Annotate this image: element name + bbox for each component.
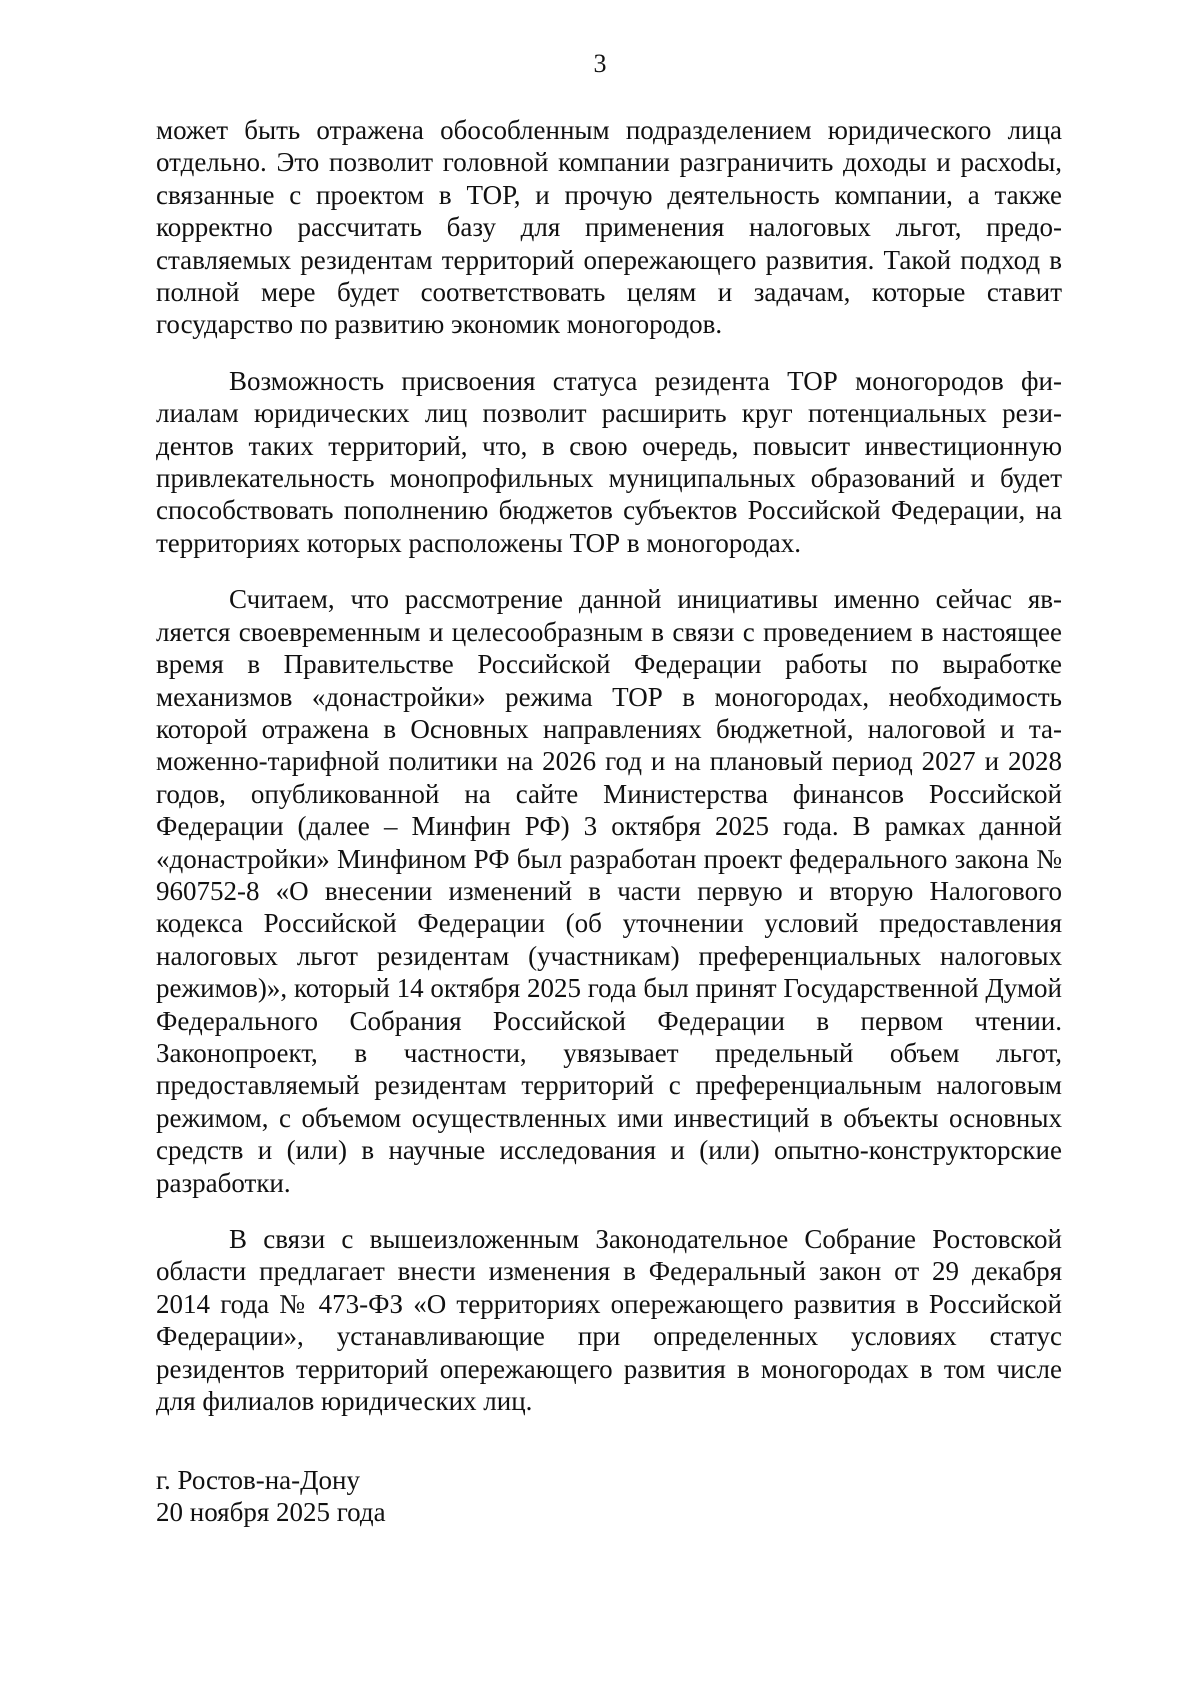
signature-date: 20 ноября 2025 года	[156, 1497, 386, 1528]
paragraph-1: может быть отражена обособленным подразделением юридического лица отдельно. Это позволит головной компании разграничить доходы и расхоdы, связанные с проектом в ТОР, и прочую деятельность компании, а также корректно рассчитать базу для применения налоговых льгот, предоставляемых резидентам территорий опережающего развития. Такой подход в полной мере будет соответствовать целям и задачам, которые ставит государство по развитию экономик моногородов.	[156, 115, 1062, 340]
document-body	[156, 114, 1062, 1441]
paragraph-3: Считаем, что рассмотрение данной инициативы именно сейчас является своевременным и целесообразным в связи с проведением в настоящее время в Правительстве Российской Федерации работы по выработке механизмов «донастройки» режима ТОР в моногородах, необходимость которой отражена в Основных направлениях бюджетной, налоговой и таможенно-тарифной политики на 2026 год и на плановый период 2027 и 2028 годов, опубликованной на сайте Министерства финансов Российской Федерации (далее – Минфин РФ) 3 октября 2025 года. В рамках данной «донастройки» Минфином РФ был разработан проект федерального закона № 960752-8 «О внесении изменений в части первую и вторую Налогового кодекса Российской Федерации (об уточнении условий предоставления налоговых льгот резидентам (участникам) преференциальных налоговых режимов)», который 14 октября 2025 года был принят Государственной Думой Федерального Собрания Российской Федерации в первом чтении. Законопроект, в частности, увязывает предельный объем льгот, предоставляемый резидентам территорий с преференциальным налоговым режимом, с объемом осуществленных ими инвестиций в объекты основных средств и (или) в научные исследования и (или) опытно-конструкторские разработки.	[156, 584, 1062, 1198]
signature-block	[156, 1464, 386, 1529]
signature-city: г. Ростов-на-Дону	[156, 1465, 361, 1495]
paragraph-2: Возможность присвоения статуса резидента ТОР моногородов филиалам юридических лиц позволит расширить круг потенциальных резидентов таких территорий, что, в свою очередь, повысит инвестиционную привлекательность монопрофильных муниципальных образований и будет способствовать пополнению бюджетов субъектов Российской Федерации, на территориях которых расположены ТОР в моногородах.	[156, 365, 1062, 558]
page-number: 3	[593, 49, 607, 78]
paragraph-4: В связи с вышеизложенным Законодательное Собрание Ростовской области предлагает внести изменения в Федеральный закон от 29 декабря 2014 года № 473-ФЗ «О территориях опережающего развития в Российской Федерации», устанавливающие при определенных условиях статус резидентов территорий опережающего развития в моногородах в том числе для филиалов юридических лиц.	[156, 1224, 1062, 1417]
